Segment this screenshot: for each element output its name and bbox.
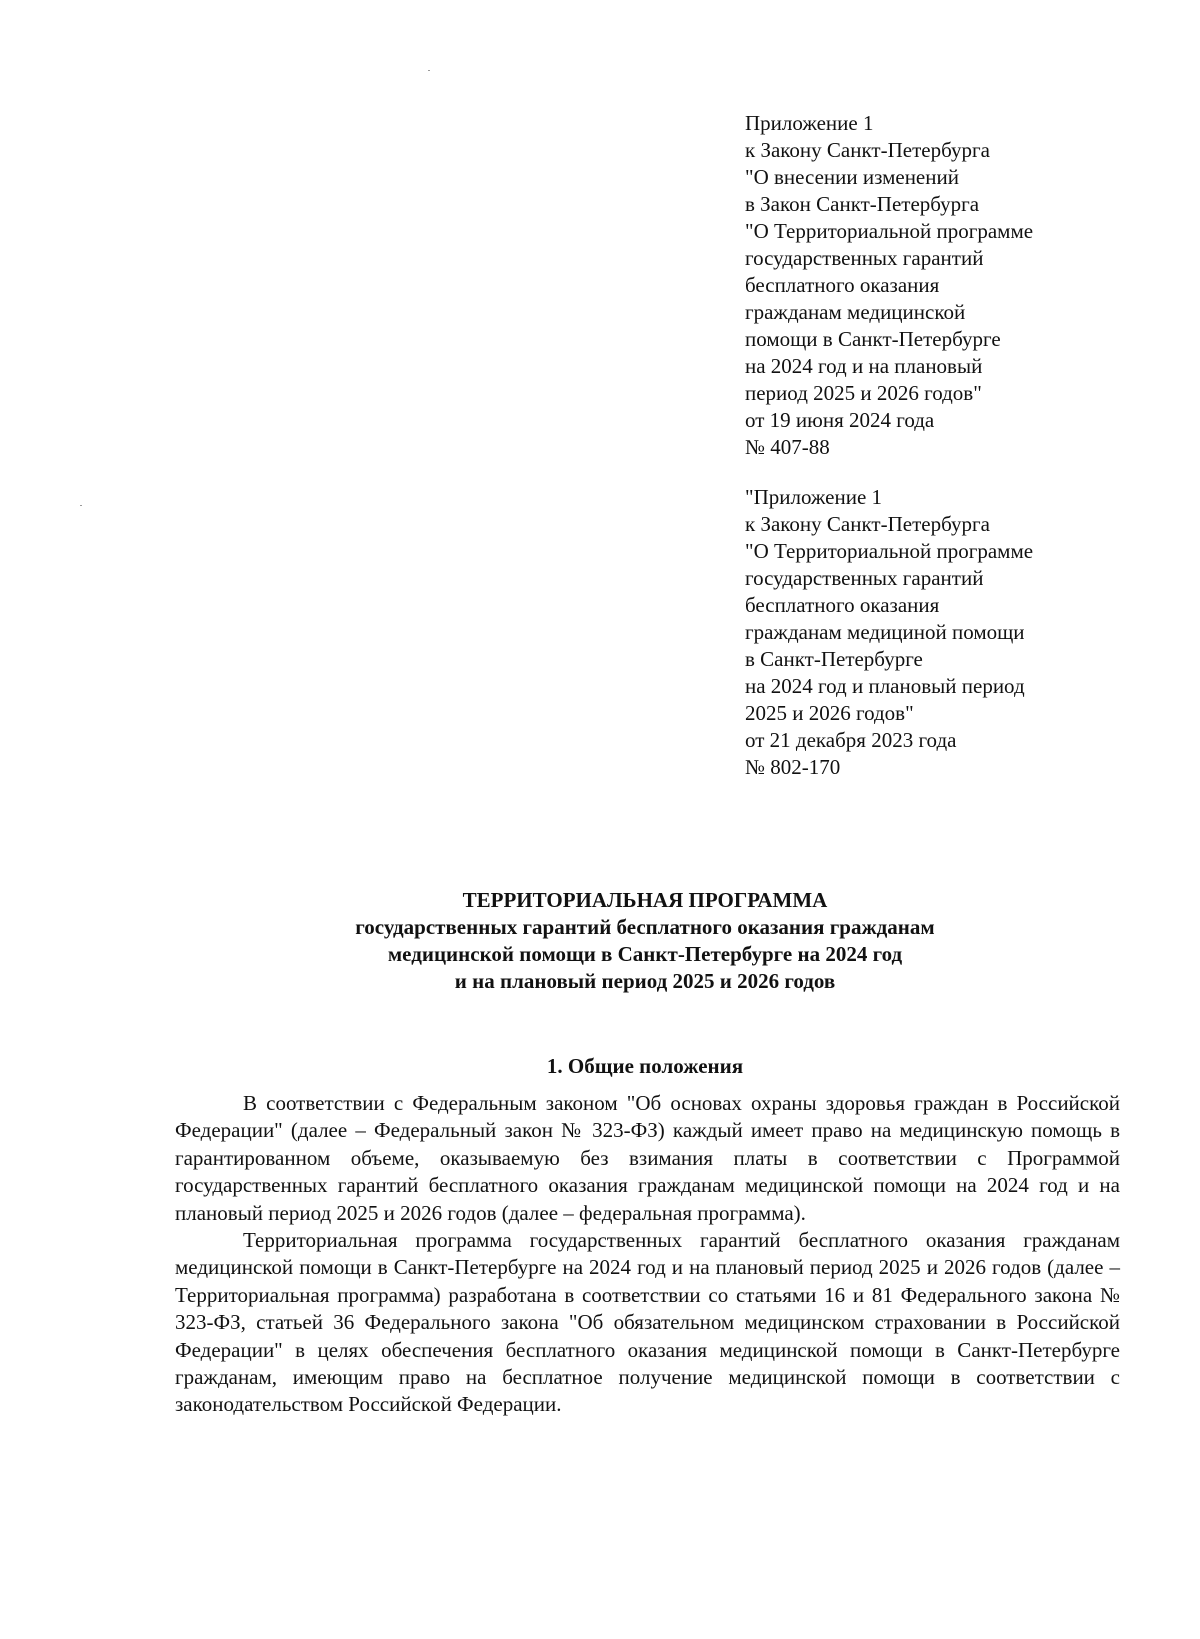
document-title-line: и на плановый период 2025 и 2026 годов bbox=[454, 969, 836, 993]
appendix-line: 2025 и 2026 годов" bbox=[745, 701, 914, 725]
scan-speck bbox=[428, 70, 430, 71]
document-title bbox=[170, 887, 1120, 995]
appendix-line: на 2024 год и плановый период bbox=[745, 674, 1025, 698]
appendix-attribution-original-law bbox=[745, 484, 1165, 781]
appendix-line: Приложение 1 bbox=[745, 111, 874, 135]
appendix-attribution-amending-law bbox=[745, 110, 1165, 461]
appendix-line: к Закону Санкт-Петербурга bbox=[745, 512, 990, 536]
appendix-line: бесплатного оказания bbox=[745, 273, 940, 297]
section-heading: 1. Общие положения bbox=[546, 1054, 744, 1078]
appendix-line: в Закон Санкт-Петербурга bbox=[745, 192, 980, 216]
appendix-line: период 2025 и 2026 годов" bbox=[745, 381, 982, 405]
body-paragraph: В соответствии с Федеральным законом "Об основах охраны здоровья граждан в Российской Федерации" (далее – Федеральный закон № 323-ФЗ) каждый имеет право на медицинскую помощь в гарантированном объеме, оказываемую без взимания платы в соответствии с Программой государственных гарантий бесплатного оказания гражданам медицинской помощи на 2024 год и на плановый период 2025 и 2026 годов (далее – федеральная программа). bbox=[175, 1091, 1120, 1225]
appendix-line: "Приложение 1 bbox=[745, 485, 883, 509]
appendix-line: "О Территориальной программе bbox=[745, 219, 1034, 243]
scan-speck bbox=[80, 505, 82, 506]
appendix-line: государственных гарантий bbox=[745, 246, 984, 270]
appendix-line: государственных гарантий bbox=[745, 566, 984, 590]
appendix-line: в Санкт-Петербурге bbox=[745, 647, 923, 671]
appendix-number: № 407-88 bbox=[745, 435, 830, 459]
document-title-line: медицинской помощи в Санкт-Петербурге на 2024 год bbox=[387, 942, 903, 966]
document-title-line: ТЕРРИТОРИАЛЬНАЯ ПРОГРАММА bbox=[462, 888, 828, 912]
body-paragraph: Территориальная программа государственных гарантий бесплатного оказания гражданам медицинской помощи в Санкт-Петербурге на 2024 год и на плановый период 2025 и 2026 годов (далее – Территориальная программа) разработана в соответствии со статьями 16 и 81 Федерального закона № 323-ФЗ, статьей 36 Федерального закона "Об обязательном медицинском страховании в Российской Федерации" в целях обеспечения бесплатного оказания медицинской помощи в Санкт-Петербурге гражданам, имеющим право на бесплатное получение медицинской помощи в соответствии с законодательством Российской Федерации. bbox=[175, 1228, 1120, 1417]
appendix-line: на 2024 год и на плановый bbox=[745, 354, 983, 378]
appendix-line: помощи в Санкт-Петербурге bbox=[745, 327, 1001, 351]
document-title-line: государственных гарантий бесплатного оказания гражданам bbox=[355, 915, 935, 939]
appendix-line: к Закону Санкт-Петербурга bbox=[745, 138, 990, 162]
appendix-line: гражданам медициной помощи bbox=[745, 620, 1025, 644]
appendix-date: от 21 декабря 2023 года bbox=[745, 728, 957, 752]
appendix-line: "О Территориальной программе bbox=[745, 539, 1034, 563]
appendix-number: № 802-170 bbox=[745, 755, 841, 779]
section-body bbox=[175, 1090, 1120, 1419]
appendix-line: гражданам медицинской bbox=[745, 300, 966, 324]
appendix-line: "О внесении изменений bbox=[745, 165, 959, 189]
appendix-line: бесплатного оказания bbox=[745, 593, 940, 617]
appendix-date: от 19 июня 2024 года bbox=[745, 408, 935, 432]
